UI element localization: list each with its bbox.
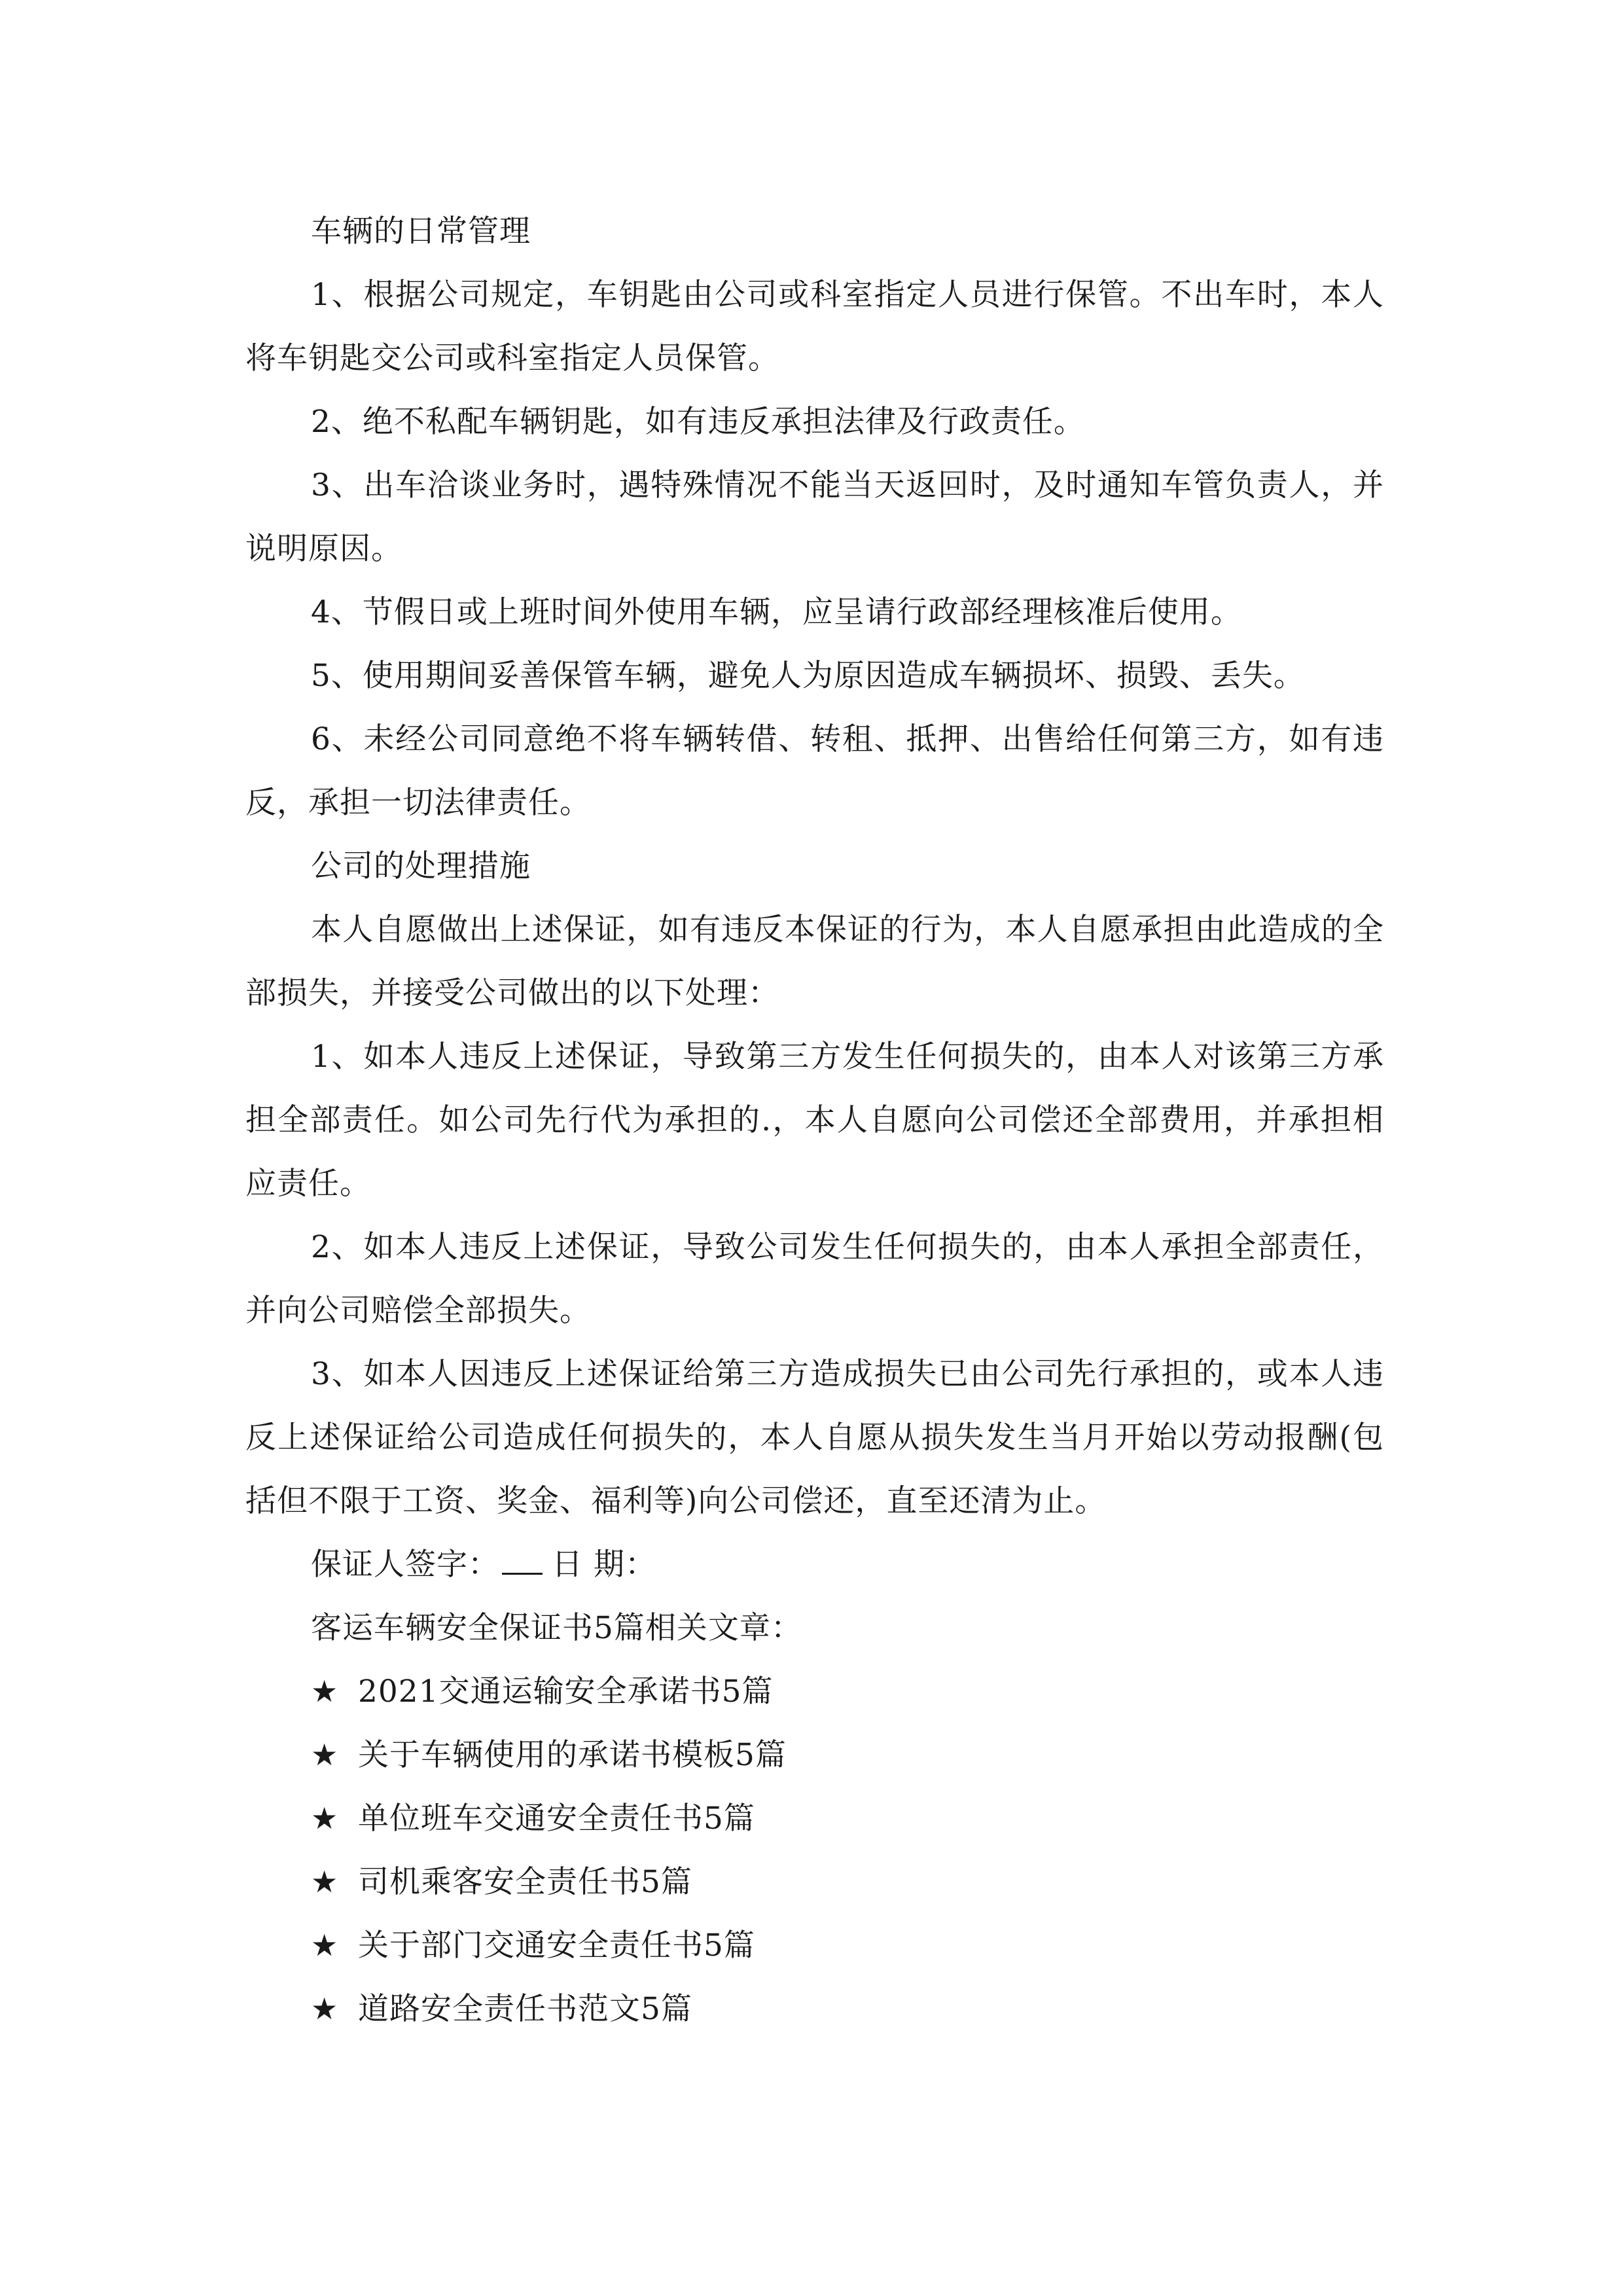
- document-body: [245, 200, 1384, 2041]
- related-article-link[interactable]: [245, 1660, 1384, 1723]
- signature-blank: [502, 1547, 543, 1575]
- related-article-link[interactable]: [245, 1914, 1384, 1977]
- paragraph-rule-1: 1、根据公司规定，车钥匙由公司或科室指定人员进行保管。不出车时，本人将车钥匙交公司或科室指定人员保管。: [245, 277, 1384, 376]
- related-articles-title: 客运车辆安全保证书5篇相关文章：: [311, 1610, 802, 1646]
- related-article-title[interactable]: 关于部门交通安全责任书5篇: [358, 1928, 755, 1964]
- star-icon: ★: [311, 1801, 339, 1836]
- paragraph-rule-4: 4、节假日或上班时间外使用车辆，应呈请行政部经理核准后使用。: [311, 594, 1242, 630]
- paragraph-rule-5: 5、使用期间妥善保管车辆，避免人为原因造成车辆损坏、损毁、丢失。: [311, 658, 1305, 694]
- related-article-title[interactable]: 关于车辆使用的承诺书模板5篇: [358, 1737, 787, 1773]
- related-article-title[interactable]: 2021交通运输安全承诺书5篇: [358, 1674, 774, 1710]
- related-article-link[interactable]: [245, 1787, 1384, 1850]
- paragraph-rule-2: 2、绝不私配车辆钥匙，如有违反承担法律及行政责任。: [311, 404, 1085, 440]
- related-article-title[interactable]: 司机乘客安全责任书5篇: [358, 1864, 692, 1900]
- star-icon: ★: [311, 1674, 339, 1709]
- section-heading-measures: 公司的处理措施: [311, 848, 531, 884]
- related-article-title[interactable]: 道路安全责任书范文5篇: [358, 1991, 692, 2027]
- paragraph-rule-3: 3、出车洽谈业务时，遇特殊情况不能当天返回时，及时通知车管负责人，并说明原因。: [245, 467, 1384, 567]
- paragraph-measures-intro: 本人自愿做出上述保证，如有违反本保证的行为，本人自愿承担由此造成的全部损失，并接受公司做出的以下处理：: [245, 912, 1384, 1011]
- star-icon: ★: [311, 1991, 339, 2026]
- paragraph-measure-3: 3、如本人因违反上述保证给第三方造成损失已由公司先行承担的，或本人违反上述保证给公司造成任何损失的，本人自愿从损失发生当月开始以劳动报酬(包括但不限于工资、奖金、福利等)向公司偿还，直至还清为止。: [245, 1356, 1384, 1519]
- star-icon: ★: [311, 1928, 339, 1963]
- related-article-title[interactable]: 单位班车交通安全责任书5篇: [358, 1801, 755, 1837]
- star-icon: ★: [311, 1864, 339, 1899]
- paragraph-measure-2: 2、如本人违反上述保证，导致公司发生任何损失的，由本人承担全部责任，并向公司赔偿全部损失。: [245, 1229, 1384, 1329]
- related-articles-list: [245, 1660, 1384, 2041]
- paragraph-rule-6: 6、未经公司同意绝不将车辆转借、转租、抵押、出售给任何第三方，如有违反，承担一切法律责任。: [245, 721, 1384, 821]
- related-article-link[interactable]: [245, 1977, 1384, 2041]
- date-label: 日 期：: [552, 1547, 656, 1583]
- paragraph-measure-1: 1、如本人违反上述保证，导致第三方发生任何损失的，由本人对该第三方承担全部责任。如公司先行代为承担的.，本人自愿向公司偿还全部费用，并承担相应责任。: [245, 1039, 1384, 1202]
- section-heading-daily-management: 车辆的日常管理: [311, 213, 531, 249]
- signature-line: [245, 1533, 1384, 1596]
- signature-label: 保证人签字：: [311, 1547, 499, 1583]
- related-article-link[interactable]: [245, 1723, 1384, 1787]
- star-icon: ★: [311, 1737, 339, 1772]
- related-article-link[interactable]: [245, 1850, 1384, 1914]
